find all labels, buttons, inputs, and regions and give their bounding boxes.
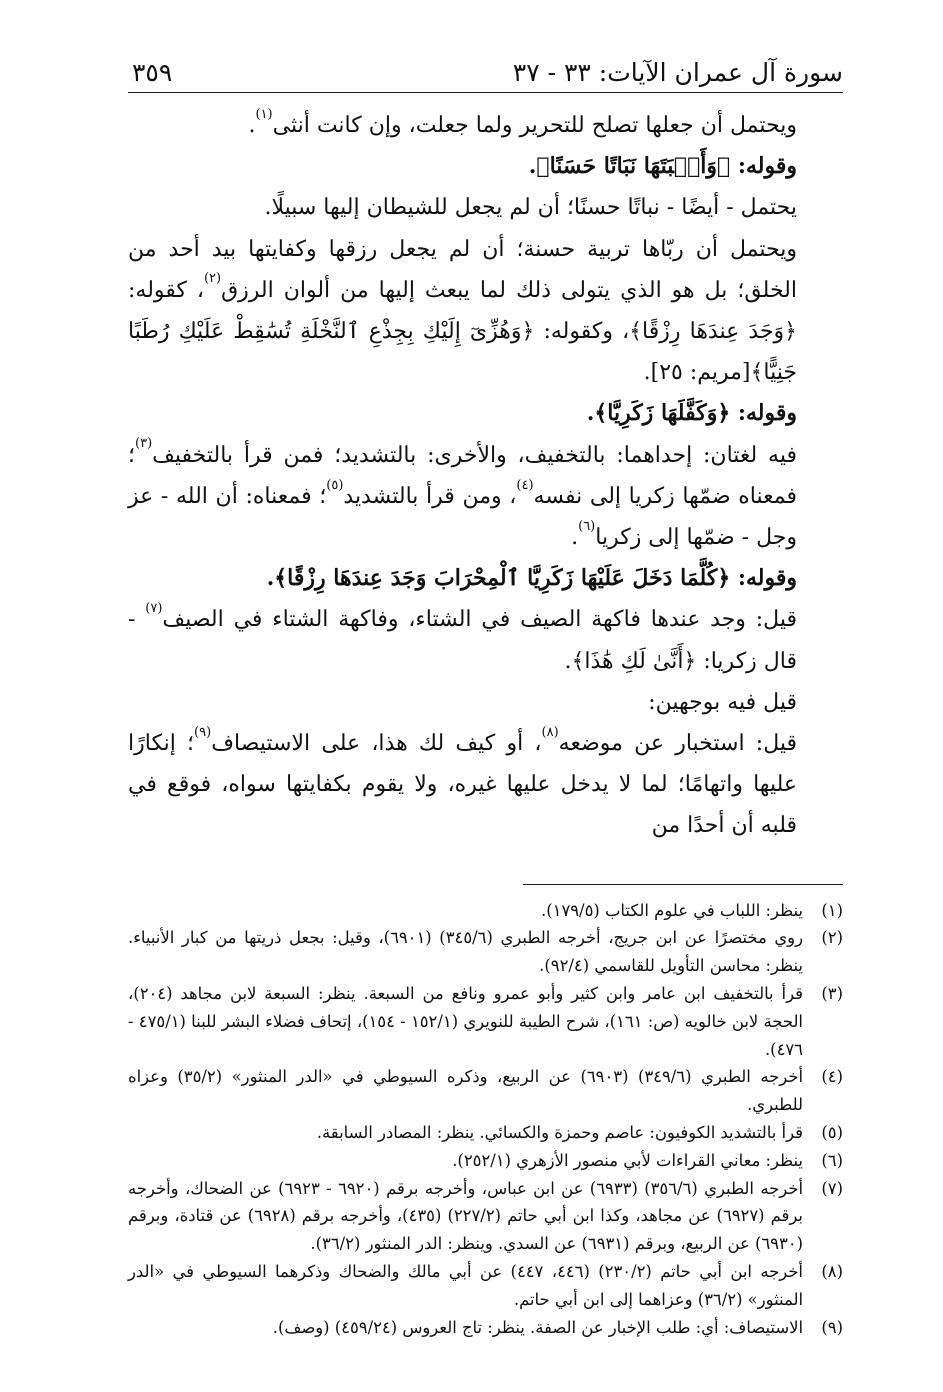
- footnote-item: [128, 1314, 843, 1342]
- paragraph-text: فيه لغتان: إحداهما: بالتخفيف، والأخرى: بالتشديد؛ فمن قرأ بالتخفيف: [152, 442, 797, 468]
- footnote-item: [128, 1258, 843, 1314]
- paragraph: [128, 435, 843, 559]
- paragraph: [128, 558, 843, 599]
- footnote-ref: (٦): [578, 518, 596, 534]
- footnote-number: (٥): [821, 1123, 843, 1143]
- quran-verse-line: وقوله: ﴿وَأَنۢبَتَهَا نَبَاتًا حَسَنًا﴾.: [528, 153, 797, 180]
- footnote-text: قرأ بالتشديد الكوفيون: عاصم وحمزة والكسائي. ينظر: المصادر السابقة.: [316, 1123, 803, 1143]
- footnote-ref: (٧): [145, 601, 163, 617]
- paragraph: [128, 393, 843, 434]
- footnote-item: [128, 924, 843, 980]
- footnote-text: أخرجه الطبري (٣٥٦/٦) (٦٩٣٣) عن ابن عباس، وأخرجه برقم (٦٩٢٠ - ٦٩٢٣) عن الضحاك، وأخرجه برقم (٦٩٢٧) عن مجاهد، وكذا ابن أبي حاتم (٢٢٧/٢) (٤٣٥)، وأخرجه برقم (٦٩٢٨) عن قتادة، وبرقم (٦٩٣٠) عن الربيع، وبرقم (٦٩٣١) عن السدي. وينظر: الدر المنثور (٣٦/٢).: [128, 1178, 804, 1254]
- footnote-ref: (٨): [541, 724, 559, 740]
- footnote-number: (٨): [821, 1262, 843, 1282]
- footnote-item: [128, 1175, 843, 1258]
- footnote-ref: (١): [255, 106, 273, 122]
- paragraph-text: قيل: وجد عندها فاكهة الصيف في الشتاء، وفاكهة الشتاء في الصيف: [162, 607, 797, 633]
- footnote-ref: (٩): [194, 724, 212, 740]
- footnote-ref: (٣): [135, 436, 153, 452]
- footnote-item: [128, 1147, 843, 1175]
- footnote-number: (٢): [821, 928, 843, 948]
- footnote-text: الاستيصاف: أي: طلب الإخبار عن الصفة. ينظر: تاج العروس (٤٥٩/٢٤) (وصف).: [272, 1317, 803, 1337]
- footnote-number: (١): [821, 900, 843, 920]
- paragraph-text: .: [248, 113, 256, 138]
- paragraph: [128, 682, 843, 723]
- paragraph-text: ويحتمل أن جعلها تصلح للتحرير ولما جعلت، وإن كانت أنثى: [272, 113, 797, 138]
- main-text: [128, 105, 843, 847]
- footnote-item: [128, 980, 843, 1063]
- paragraph-text: ويحتمل أن ربّاها تربية حسنة؛ أن لم يجعل رزقها وكفايتها بيد أحد من الخلق؛ بل هو الذي يتولى ذلك لما يبعث إليها من ألوان الرزق: [128, 236, 797, 303]
- footnote-ref: (٢): [203, 271, 222, 287]
- footnote-number: (٣): [821, 984, 843, 1004]
- paragraph-text: .: [571, 525, 579, 551]
- footnote-text: ينظر: معاني القراءات لأبي منصور الأزهري (٢٥٢/١).: [452, 1150, 803, 1170]
- quran-verse-line: وقوله: ﴿وَكَفَّلَهَا زَكَرِيَّا﴾.: [586, 400, 797, 427]
- footnote-number: (٤): [821, 1067, 843, 1087]
- paragraph: [128, 599, 843, 681]
- footnote-number: (٦): [821, 1150, 843, 1170]
- paragraph-text: ، كقوله: ﴿وَجَدَ عِندَهَا رِزْقًا﴾، وكقوله: ﴿وَهُزِّىٓ إِلَيْكِ بِجِذْعِ ٱلنَّخْلَةِ تُسَٰقِطْ عَلَيْكِ رُطَبًا جَنِيًّا﴾[مريم: ٢٥].: [128, 277, 797, 386]
- footnote-ref: (٤): [516, 477, 534, 493]
- page-number: ٣٥٩: [132, 58, 173, 87]
- paragraph-text: - قال زكريا: ﴿أَنَّىٰ لَكِ هَٰذَا﴾.: [128, 607, 797, 674]
- footnote-item: [128, 1119, 843, 1147]
- paragraph-text: قيل: استخبار عن موضعه: [558, 731, 798, 757]
- footnote-number: (٩): [821, 1317, 843, 1337]
- footnote-item: [128, 897, 843, 925]
- footnote-item: [128, 1063, 843, 1119]
- paragraph-text: ، ومن قرأ بالتشديد: [343, 483, 517, 509]
- paragraph: [128, 187, 843, 228]
- paragraph-text: قيل فيه بوجهين:: [648, 689, 797, 715]
- paragraph-text: يحتمل - أيضًا - نباتًا حسنًا؛ أن لم يجعل للشيطان إليها سبيلًا.: [264, 195, 797, 221]
- footnote-text: أخرجه الطبري (٣٤٩/٦) (٦٩٠٣) عن الربيع، وذكره السيوطي في «الدر المنثور» (٣٥/٢) وعزاه للطبري.: [128, 1067, 804, 1115]
- footnote-ref: (٥): [326, 477, 344, 493]
- paragraph: [128, 229, 843, 394]
- footnotes: [128, 897, 843, 1342]
- paragraph-text: ؛ فمعناه ضمّها زكريا إلى نفسه: [128, 442, 797, 509]
- paragraph-text: ، أو كيف لك هذا، على الاستيصاف: [211, 731, 542, 757]
- paragraph: [128, 146, 843, 187]
- footnote-text: قرأ بالتخفيف ابن عامر وابن كثير وأبو عمرو ونافع من السبعة. ينظر: السبعة لابن مجاهد (٢٠٤)، الحجة لابن خالويه (ص: ١٦١)، شرح الطيبة للنويري (١٥٢/١ - ١٥٤)، إتحاف فضلاء البشر للبنا (٤٧٥/١ - ٤٧٦).: [128, 984, 803, 1059]
- page-header: [128, 52, 843, 93]
- footnote-text: روي مختصرًا عن ابن جريج، أخرجه الطبري (٣٤٥/٦) (٦٩٠١)، وقيل: بجعل ذريتها من كبار الأنبياء. ينظر: محاسن التأويل للقاسمي (٩٢/٤).: [128, 928, 804, 976]
- footnote-number: (٧): [821, 1178, 843, 1198]
- paragraph-text: ؛ فمعناه: أن الله - عز وجل - ضمّها إلى زكريا: [128, 483, 797, 551]
- quran-verse-line: وقوله: ﴿كُلَّمَا دَخَلَ عَلَيْهَا زَكَرِيَّا ٱلْمِحْرَابَ وَجَدَ عِندَهَا رِزْقًا﴾.: [266, 565, 797, 592]
- paragraph: [128, 723, 843, 847]
- paragraph: [128, 105, 843, 146]
- footnote-separator: [523, 884, 843, 885]
- footnote-text: ينظر: اللباب في علوم الكتاب (١٧٩/٥).: [541, 900, 803, 920]
- paragraph-text: ؛ إنكارًا عليها واتهامًا؛ لما لا يدخل عليها غيره، ولا يقوم بكفايتها سواه، فوقع في قلبه أن أحدًا من: [128, 731, 797, 839]
- surah-title: سورة آل عمران الآيات: ٣٣ - ٣٧: [512, 58, 843, 87]
- footnote-text: أخرجه ابن أبي حاتم (٢٣٠/٢) (٤٤٦، ٤٤٧) عن أبي مالك والضحاك وذكرهما السيوطي في «الدر المنثور» (٣٦/٢) وعزاهما إلى ابن أبي حاتم.: [128, 1262, 803, 1309]
